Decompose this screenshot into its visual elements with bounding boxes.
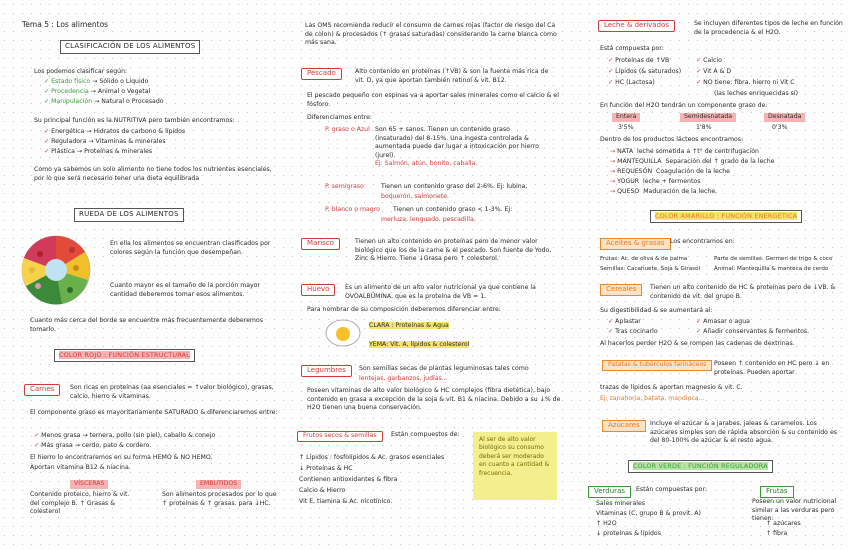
aceites-item: Semillas: Cacahuete, Soja & Girasol (600, 266, 701, 272)
pescado-semigraso-text: Tienen un contenido graso del 2-6%. Ej: lubina, (381, 183, 528, 190)
frutos-secos-tag: Frutos secos & semillas (297, 431, 383, 442)
embutidos-heading: EMBUTIDOS (196, 480, 241, 489)
intro-text: Los podemos clasificar según: (34, 68, 128, 75)
criteria-row: ✓ Estado físico → Sólido o Líquido (44, 78, 149, 85)
verduras-item: ↓ proteínas & lípidos (596, 530, 661, 537)
page-title: Tema 5 : Los alimentos (22, 20, 109, 29)
leche-item: ✓ Vit A & D (696, 68, 732, 75)
desnatada-value: 0'3% (772, 124, 788, 131)
legumbres-text: Son semillas secas de plantas leguminosas tales como (359, 365, 529, 372)
vitb12-text: Aportan vitamina B12 & niacina. (30, 464, 131, 471)
verduras-item: Sales minerales (596, 500, 645, 507)
como-text: Como ya sabemos un solo alimento no tiene todos los nutrientes esenciales, por lo que será necesario tener una dieta equilibrada (34, 166, 272, 182)
magro-row: ✓ Menos grasa → ternera, pollo (sin piel), caballo & conejo (34, 432, 216, 439)
patatas-text: Poseen ↑ contenido en HC pero ↓ en proteínas. Pueden aportar (714, 360, 830, 376)
lacteo-row: → QUESO Maduración de la leche. (610, 188, 718, 195)
pescado-blanco-example: merluza, lenguado, pescadilla. (381, 216, 476, 223)
criteria-row: ✓ Procedencia → Animal o Vegetal (44, 88, 151, 95)
function-row: ✓ Plástica → Proteínas & minerales (44, 148, 153, 155)
column-2 (283, 0, 566, 549)
frutos-text: Están compuestos de: (391, 431, 460, 438)
entera-label: Entera (612, 113, 640, 122)
rueda-heading: RUEDA DE LOS ALIMENTOS (74, 208, 184, 222)
patatas-tag: Patatas & tubérculos farináceos (602, 360, 712, 371)
digest-item: ✓ Tras cocinarlo (608, 328, 658, 335)
carnes-text-2: El componente graso es mayoritariamente SATURADO & diferenciaremos entre: (30, 409, 278, 416)
frutas-item: ↑ azúcares (766, 520, 801, 527)
column-3 (566, 0, 848, 549)
lacteo-row: → YOGUR leche + fermentos (610, 178, 701, 185)
leche-item: ✓ Lípidos (& saturados) (608, 68, 682, 75)
leche-item: ✓ Proteínas de ↑VB (608, 57, 670, 64)
pescado-semigraso-heading: P. semigraso (325, 183, 364, 190)
enfuncion-text: En función del H2O tendrán un componente graso de: (600, 102, 768, 109)
pescado-semigraso-example: boquerón, salmonete. (381, 193, 449, 200)
embutidos-text: Son alimentos procesados por lo que ↑ proteínas & ↑ grasas. para ↓HC. (162, 491, 277, 507)
legumbres-tag: Legumbres (301, 365, 352, 377)
leche-item: ✓ HC (Lactosa) (608, 79, 655, 86)
frutos-item: Calcio & Hierro (299, 487, 346, 494)
azucares-tag: Azúcares (602, 420, 646, 432)
clasificacion-heading: CLASIFICACIÓN DE LOS ALIMENTOS (60, 40, 200, 54)
patatas-text-2: trazas de lípidos & aportan magnesio & vit. C. (600, 384, 743, 391)
frutos-item: ↑ Lípidos : fosfolípidos & Ac. grasos esenciales (299, 454, 445, 461)
cereales-text: Tienen un alto contenido de HC & proteínas pero de ↓VB. & contenido de vit. del grupo B. (650, 284, 836, 300)
refinado-text: Al hacerlos perder H2O & se rompen las cadenas de dextrinas. (600, 340, 795, 347)
semidesnatada-label: Semidesnatada (680, 113, 736, 122)
marisco-tag: Marisco (301, 238, 340, 250)
huevo-tag: Huevo (301, 284, 335, 296)
pescado-graso-text: Son 65 + sanos. Tienen un contenido graso (insaturado) del 8-15%. Una ingesta controlada & aumentada puede dar lugar a intoxicación por hierro (jurel). (375, 126, 539, 159)
lacteo-row: → MANTEQUILLA Separación del ↑ grado de la leche (610, 158, 775, 165)
column-1 (0, 0, 283, 549)
pescado-tag: Pescado (301, 68, 342, 80)
verduras-item: ↑ H2O (596, 520, 617, 527)
huevo-text: Es un alimento de un alto valor nutricional ya que contiene la OVOALBÚMINA, que es la proteína de VB = 1. (345, 284, 536, 300)
color-verde-heading: COLOR VERDE : FUNCIÓN REGULADORA (628, 460, 773, 473)
carnes-tag: Carnes (24, 384, 60, 396)
frutos-item: Contienen antioxidantes & fibra (299, 476, 398, 483)
digest-text: Su digestibilidad & se aumentará al: (600, 307, 713, 314)
azucares-text: Incluye el azúcar & a jarabes, jaleas & caramelos. Los azúcares simples son de rápida absorción & su contenido es del 80-100% de azúcar & el resto agua. (650, 420, 837, 445)
function-line: Su principal función es la NUTRITIVA pero también encontramos: (34, 117, 235, 124)
leche-item: (las leches enriquecidas sí) (714, 90, 798, 97)
yema-text: YEMA: Vit. A, lípidos & colesterol (369, 341, 470, 348)
marisco-text: Tienen un alto contenido en proteínas pero de menor valor biológico que los de la carne & el pescado. Son fuente de Yodo, Zinc & Hierro. Tiene ↓Grasa pero ↑ colesterol. (355, 238, 552, 263)
carnes-text: Son ricas en proteínas (aa esenciales = ↑valor biológico), grasas, calcio, hierro & vitaminas. (70, 384, 274, 400)
aceites-item: Animal: Mantequilla & manteca de cerdo (714, 266, 829, 272)
frutos-item: Vit E, tiamina & Ac. nicotínico. (299, 498, 393, 505)
cereales-tag: Cereales (600, 284, 642, 296)
graso-row: ✓ Más grasa → cerdo, pato & cordero. (34, 442, 152, 449)
frutas-item: ↑ fibra (766, 530, 788, 537)
pescado-blanco-heading: P. blanco o magro (325, 206, 380, 213)
leche-item: ✓ NO tiene: fibra, hierro ni Vit C (696, 79, 795, 86)
legumbres-text-2: Poseen vitaminas de alto valor biológico & HC complejos (fibra dietética), bajo contenido en grasa a excepción de la soja & vit. B1 & niacina. Debido a su ↓% de H2O tienen una buena conservación. (307, 387, 561, 412)
hierro-text: El hierro lo encontraremos en su forma HEMO & NO HEMO. (30, 454, 213, 461)
sticky-note: Al ser de alto valor biológico su consumo deberá ser moderado en cuanto a cantidad & frecuencia. (473, 432, 557, 500)
leche-item: ✓ Calcio (696, 57, 722, 64)
pescado-blanco-text: Tienen un contenido graso < 1-3%. Ej: (393, 206, 513, 213)
frutos-item: ↓ Proteínas & HC (299, 465, 353, 472)
visceras-heading: VÍSCERAS (70, 480, 108, 489)
pescado-graso-heading: P. graso o Azul (325, 126, 370, 133)
visceras-text: Contenido proteico, hierro & vit. del complejo B. ↑ Grasas & colesterol (30, 491, 130, 516)
pescado-text: Alto contenido en proteínas (↑VB) & son la fuente más rica de vit. D, ya que aportan también retinol & vit. B12. (355, 68, 549, 84)
legumbres-example: lentejas, garbanzos, judías... (359, 375, 448, 382)
frutas-text: Poseen un valor nutricional similar a las verduras pero tienen: (752, 498, 837, 523)
lacteo-row: → NATA leche sometida a ↑t° de centrifugación (610, 148, 759, 155)
digest-item: ✓ Añadir conservantes & fermentos. (696, 328, 810, 335)
verduras-tag: Verduras (588, 486, 631, 498)
aceites-item: Frutas: Ac. de oliva & de palma (600, 256, 688, 262)
rueda-text-1: En ella los alimentos se encuentran clasificados por colores según la función que desempeñan. (110, 240, 271, 256)
leche-text: Se incluyen diferentes tipos de leche en función de la procedencia & el H2O. (694, 20, 843, 36)
egg-icon (325, 318, 361, 348)
clara-text: CLARA : Proteínas & Agua (369, 322, 449, 329)
criteria-row: ✓ Manipulación → Natural o Procesado (44, 98, 164, 105)
verduras-text: Están compuestas por: (636, 486, 707, 493)
diferenciamos-text: Diferenciamos entre: (307, 114, 372, 121)
digest-item: ✓ Amasar o agua (696, 318, 750, 325)
rueda-text-2: Cuanto mayor es el tamaño de la porción mayor cantidad deberemos tomar esos alimentos. (110, 282, 261, 298)
lacteo-row: → REQUESÓN Coagulación de la leche (610, 168, 730, 175)
dentro-text: Dentro de los productos lácteos encontramos: (600, 136, 744, 143)
rueda-text-3: Cuanto más cerca del borde se encuentre más frecuentemente deberemos tomarlo. (30, 317, 263, 333)
comp-text: Está compuesta por: (600, 45, 664, 52)
color-amarillo-heading: COLOR AMARILLO : FUNCIÓN ENERGÉTICA (650, 210, 802, 223)
aceites-tag: Aceites & grasas (600, 238, 671, 250)
leche-tag: Leche & derivados (598, 20, 675, 32)
function-row: ✓ Reguladora → Vitaminas & minerales (44, 138, 166, 145)
pescado-text-2: El pescado pequeño con espinas va a aportar sales minerales como el calcio & el fósforo. (307, 92, 559, 108)
verduras-item: Vitaminas (C, grupo B & provit. A) (596, 510, 701, 517)
huevo-text-2: Para nombrar de su composición deberemos diferenciar entre: (307, 306, 501, 313)
function-row: ✓ Energética → Hidratos de carbono & lípidos (44, 128, 186, 135)
aceites-text: Los encontramos en: (670, 238, 735, 245)
semidesnatada-value: 1'8% (696, 124, 712, 131)
digest-item: ✓ Aplastar (608, 318, 641, 325)
pescado-graso-example: Ej: Salmón, atún, bonito, caballa. (375, 160, 478, 167)
food-wheel-icon (20, 234, 92, 306)
color-rojo-heading: COLOR ROJO : FUNCIÓN ESTRUCTURAL (54, 349, 195, 362)
aceites-item: Parte de semillas: Germen de trigo & coco (714, 256, 833, 262)
desnatada-label: Desnatada (764, 113, 805, 122)
carnes-rojas-text: Las OMS recomienda reducir el consumo de carnes rojas (factor de riesgo del Ca de colon) & procesados (↑ grasas saturadas) considerando la carne blanca como más sana. (305, 22, 557, 47)
entera-value: 3'5% (618, 124, 634, 131)
patatas-example: Ej: zanahoria, batata, mandioca... (600, 395, 705, 402)
frutas-tag: Frutas (760, 486, 794, 498)
